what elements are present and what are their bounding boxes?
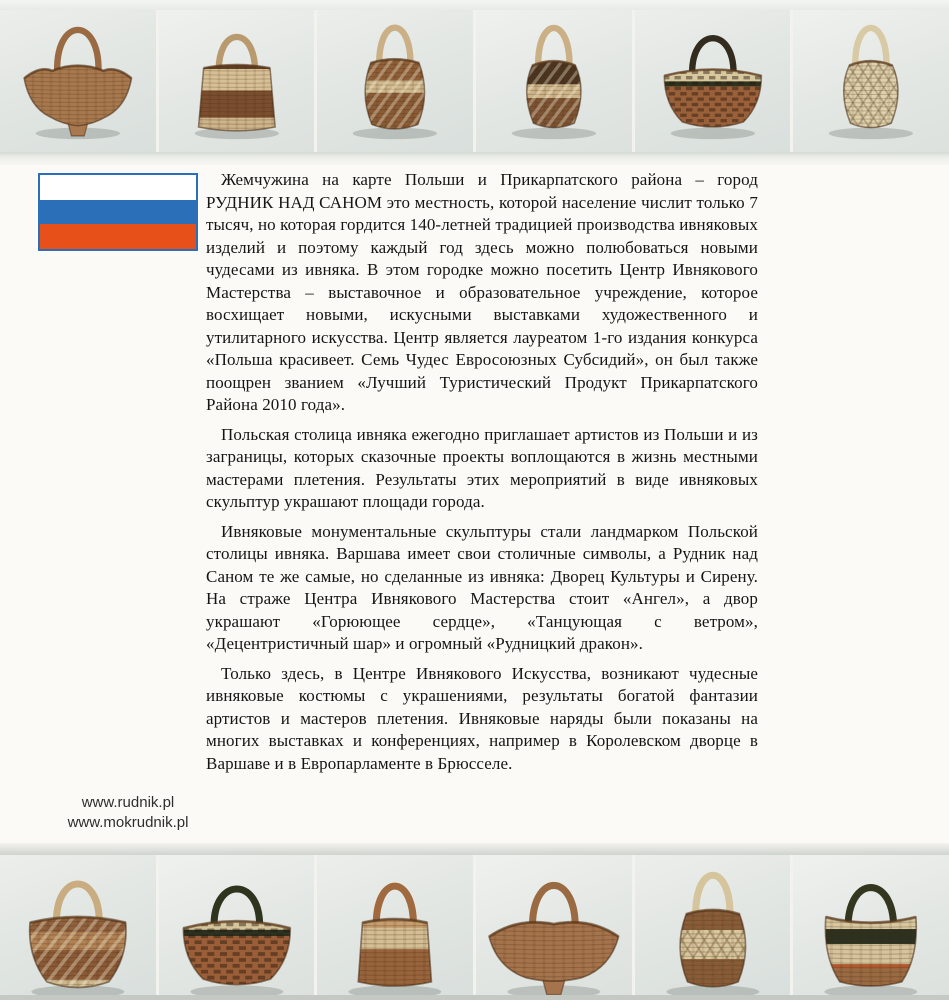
page-body (0, 165, 949, 843)
paragraph-3: Ивняковые монументальные скульптуры стали ландмарком Польской столицы ивняка. Варшава имеет свои столичные символы, а Рудник над Саном те же самые, но сделанные из ивняка: Дворец Культуры и Сирену. На страже Центра Ивнякового Мастерства стоит «Ангел», а двор украшают «Горюющее сердце», «Танцующая с ветром», «Децентристичный шар» и огромный «Рудницкий дракон». (206, 521, 758, 653)
flag-stripe-red (40, 224, 196, 249)
basket-illustration (793, 12, 949, 150)
bottom-photo-strip (0, 855, 949, 995)
basket-photo (793, 10, 949, 152)
paragraph-2: Польская столица ивняка ежегодно приглашает артистов из Польши и из заграницы, которых сказочные проекты воплощаются в жизнь местными мастерами плетения. Результаты этих мероприятий в виде ивняковых скульптур украшают площади города. (206, 424, 758, 511)
russian-flag (38, 173, 198, 251)
basket-illustration (159, 858, 315, 995)
basket-photo (476, 855, 632, 995)
basket-photo (0, 855, 156, 995)
basket-photo (159, 855, 315, 995)
basket-illustration (0, 858, 156, 995)
page-bottom-edge (0, 995, 949, 1000)
basket-illustration (793, 858, 949, 995)
website-urls (48, 793, 208, 833)
basket-photo (159, 10, 315, 152)
basket-photo (317, 855, 473, 995)
url-mokrudnik: www.mokrudnik.pl (67, 814, 189, 831)
article-text (206, 169, 758, 782)
basket-illustration (317, 12, 473, 150)
basket-illustration (635, 12, 791, 150)
flag-stripe-blue (40, 200, 196, 225)
basket-photo (476, 10, 632, 152)
basket-illustration (476, 12, 632, 150)
top-photo-strip (0, 10, 949, 152)
basket-illustration (0, 12, 156, 150)
basket-illustration (317, 858, 473, 995)
basket-illustration (635, 858, 791, 995)
url-rudnik: www.rudnik.pl (81, 794, 175, 811)
basket-photo (635, 10, 791, 152)
basket-photo (0, 10, 156, 152)
basket-photo (635, 855, 791, 995)
top-separator (0, 152, 949, 165)
paragraph-1: Жемчужина на карте Польши и Прикарпатского района – город РУДНИК НАД САНОМ это местность, которой население числит только 7 тысяч, но которая гордится 140-летней традицией производства ивняковых изделий и поэтому каждый год здесь можно полюбоваться новыми чудесами из ивняка. В этом городке можно посетить Центр Ивнякового Мастерства – выставочное и образовательное учреждение, которое восхищает новыми, искусными выставками художественного и утилитарного искусства. Центр является лауреатом 1-го издания конкурса «Польша красивеет. Семь Чудес Евросоюзных Субсидий», он был также поощрен званием «Лучший Туристический Продукт Прикарпатского Района 2010 года». (206, 170, 758, 414)
basket-illustration (159, 12, 315, 150)
basket-photo (317, 10, 473, 152)
basket-photo (793, 855, 949, 995)
paragraph-4: Только здесь, в Центре Ивнякового Искусства, возникают чудесные ивняковые костюмы с украшениями, результаты богатой фантазии артистов и мастеров плетения. Ивняковые наряды были показаны на многих выставках и конференциях, например в Королевском дворце в Варшаве и в Европарламенте в Брюсселе. (206, 663, 758, 773)
basket-illustration (476, 858, 632, 995)
flag-stripe-white (40, 175, 196, 200)
bottom-separator (0, 843, 949, 855)
